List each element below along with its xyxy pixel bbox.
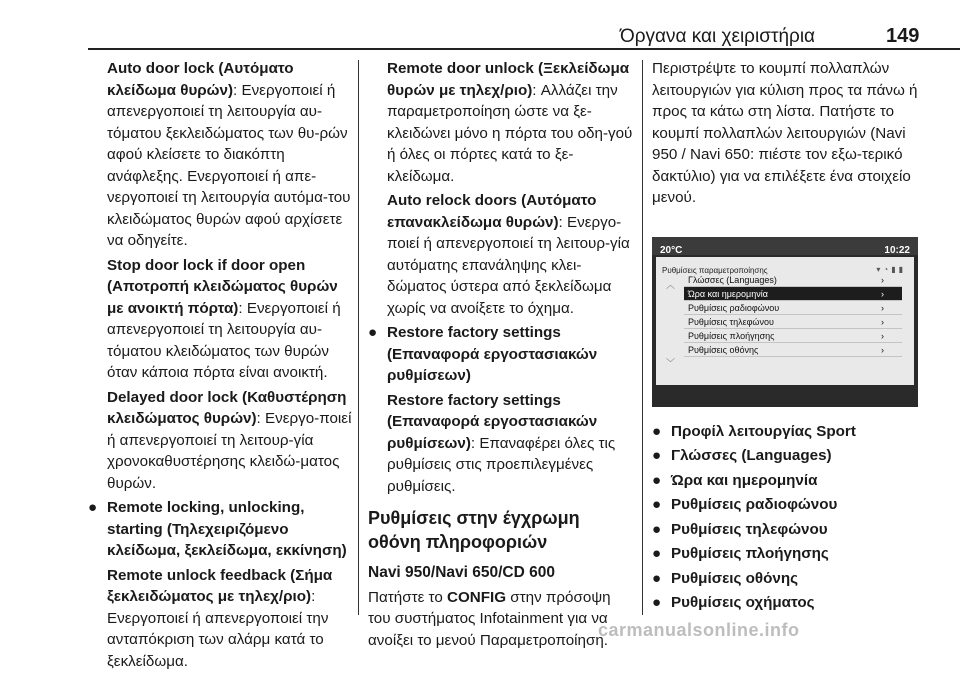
header-rule: [88, 48, 960, 50]
remote-door-unlock-paragraph: [368, 58, 636, 187]
scroll-down-icon: ﹀: [666, 357, 676, 368]
bullet-remote-locking-label: Remote locking, unlocking, starting (Τηλεχειριζόμενο κλείδωμα, ξεκλείδωμα, εκκίνηση): [107, 499, 347, 559]
infotainment-screen-image: [652, 237, 918, 407]
config-intro-paragraph: [368, 587, 636, 652]
list-item: [652, 519, 928, 541]
remote-door-unlock-desc: : Αλλάζει την παραμετροποίηση ώστε να ξε-κλειδώνει μόνο η πόρτα του οδη-γού ή όλες οι πόρτες κατά το ξε-κλείδωμα.: [387, 81, 633, 185]
list-item-label: Ώρα και ημερομηνία: [671, 471, 818, 489]
config-intro-text-end: στην πρόσοψη του συστήματος Infotainment για να ανοίξει το μενού Παραμετροποίηση.: [368, 588, 611, 649]
chevron-right-icon: ›: [881, 288, 884, 299]
column-right: [652, 58, 928, 617]
list-item-label: Ρυθμίσεις ραδιοφώνου: [671, 496, 838, 513]
list-item: [652, 543, 928, 565]
screen-status-icons: ▾◔▮▮: [876, 264, 906, 274]
bullet-dot: ●: [652, 520, 662, 538]
restore-factory-term: Restore factory settings (Επαναφορά εργοστασιακών ρυθμίσεων): [387, 391, 598, 452]
stop-door-lock-paragraph: [88, 255, 354, 384]
chevron-right-icon: ›: [881, 330, 884, 341]
bullet-restore-factory: [368, 322, 636, 387]
screen-temperature: 20°C: [660, 244, 683, 256]
list-item-label: Γλώσσες (Languages): [671, 447, 832, 464]
config-button-name: CONFIG: [447, 588, 507, 606]
screen-menu-item-selected: [684, 287, 902, 301]
screen-menu-item-label: Ώρα και ημερομηνία: [688, 288, 768, 299]
bullet-dot: ●: [652, 447, 662, 464]
bullet-remote-locking: [88, 497, 354, 562]
bullet-dot: ●: [652, 545, 662, 562]
list-item-label: Ρυθμίσεις πλοήγησης: [671, 545, 829, 562]
stop-door-lock-desc: : Ενεργοποιεί ή απενεργοποιεί τη λειτουργία αυ-τόματου κλειδώματος των θυρών όταν κάποια πόρτα είναι ανοικτή.: [107, 299, 341, 381]
auto-door-lock-desc: : Ενεργοποιεί ή απενεργοποιεί τη λειτουργία αυ-τόματου ξεκλειδώματος των θυ-ρών αφού κλείσετε το διακόπτη ανάφλεξης. Ενεργοποιεί ή απε-νεργοποιεί τη λειτουργία αυτόμα-του κλειδώματος θυρών αφού αρχίσετε να οδηγείτε.: [107, 81, 351, 249]
list-item: [652, 494, 928, 516]
bullet-dot: ●: [652, 594, 662, 611]
screen-bottom-bar: [652, 385, 918, 407]
delayed-door-lock-desc: : Ενεργο-ποιεί ή απενεργοποιεί τη λειτουρ-γία χρονοκαθυστέρησης κλειδώ-ματος θυρών.: [107, 410, 352, 492]
bullet-dot: ●: [368, 324, 378, 341]
auto-relock-term: Auto relock doors (Αυτόματο επανακλείδωμα θυρών): [387, 192, 597, 231]
chevron-right-icon: ›: [881, 302, 884, 313]
scroll-up-icon: ︿: [666, 279, 676, 290]
column-left: [88, 58, 354, 675]
column-middle: [368, 58, 636, 654]
config-intro-text: Πατήστε το: [368, 588, 448, 606]
restore-factory-desc: : Επαναφέρει όλες τις ρυθμίσεις στις προεπιλεγμένες ρυθμίσεις.: [387, 434, 616, 495]
column-divider: [642, 60, 643, 615]
screen-menu-item: [684, 343, 902, 357]
column-divider: [358, 60, 359, 615]
chevron-right-icon: ›: [881, 344, 884, 355]
screen-menu-area: [656, 257, 914, 385]
list-item: [652, 568, 928, 590]
bullet-dot: ●: [652, 569, 662, 587]
page-title: Όργανα και χειριστήρια: [620, 26, 816, 47]
screen-menu-item-label: Ρυθμίσεις πλοήγησης: [688, 330, 775, 341]
list-item: [652, 592, 928, 614]
remote-unlock-feedback-paragraph: [88, 565, 354, 673]
bullet-dot: ●: [652, 471, 662, 489]
auto-relock-paragraph: [368, 190, 636, 319]
screen-menu-item: [684, 273, 902, 287]
watermark: carmanualsonline.info: [598, 620, 800, 640]
page-number: 149: [886, 25, 920, 47]
list-item-label: Ρυθμίσεις τηλεφώνου: [671, 520, 828, 538]
stop-door-lock-term: Stop door lock if door open (Αποτροπή κλειδώματος θυρών με ανοικτή πόρτα): [107, 256, 338, 317]
list-item-label: Προφίλ λειτουργίας Sport: [671, 422, 856, 440]
screen-menu-item-label: Γλώσσες (Languages): [688, 274, 777, 285]
chevron-right-icon: ›: [881, 316, 884, 327]
screen-status-bar: [652, 237, 918, 255]
section-subheading: Navi 950/Navi 650/CD 600: [368, 564, 555, 581]
bullet-restore-factory-label: Restore factory settings (Επαναφορά εργοστασιακών ρυθμίσεων): [387, 324, 598, 384]
list-item: [652, 470, 928, 492]
screen-menu-item-label: Ρυθμίσεις οθόνης: [688, 344, 759, 355]
screen-menu-item-label: Ρυθμίσεις ραδιοφώνου: [688, 302, 780, 313]
list-item: [652, 445, 928, 467]
bullet-dot: ●: [88, 499, 98, 516]
list-item-label: Ρυθμίσεις οθόνης: [671, 569, 799, 587]
list-item-label: Ρυθμίσεις οχήματος: [671, 594, 815, 611]
chevron-right-icon: ›: [881, 274, 884, 285]
bullet-dot: ●: [652, 496, 662, 513]
screen-menu-item: [684, 329, 902, 343]
screen-clock: 10:22: [884, 244, 910, 256]
screen-menu-item-label: Ρυθμίσεις τηλεφώνου: [688, 316, 774, 327]
screen-menu-list: [684, 273, 902, 357]
remote-unlock-feedback-term: Remote unlock feedback (Σήμα ξεκλειδώματος με τηλεχ/ριο): [107, 566, 333, 605]
auto-relock-desc: : Ενεργο-ποιεί ή απενεργοποιεί τη λειτουρ-γία αυτόματης επανάληψης κλει-δώματος ύστερα από ξεκλείδωμα χωρίς να ανοίξετε το όχημα.: [387, 213, 630, 317]
remote-door-unlock-term: Remote door unlock (Ξεκλείδωμα θυρών με τηλεχ/ριο): [387, 60, 630, 99]
auto-door-lock-paragraph: [88, 58, 354, 252]
restore-factory-paragraph: [368, 390, 636, 498]
remote-unlock-feedback-desc: : Ενεργοποιεί ή απενεργοποιεί την ανταπόκριση των αλάρμ κατά το ξεκλείδωμα.: [107, 588, 329, 670]
screen-breadcrumb: Ρυθμίσεις παραμετροποίησης: [662, 265, 768, 275]
screen-menu-item: [684, 315, 902, 329]
delayed-door-lock-paragraph: [88, 387, 354, 495]
section-heading: Ρυθμίσεις στην έγχρωμη οθόνη πληροφοριών: [368, 508, 580, 552]
list-item: [652, 421, 928, 443]
screen-menu-item: [684, 301, 902, 315]
scroll-instructions-paragraph: Περιστρέψτε το κουμπί πολλαπλών λειτουργιών για κύλιση προς τα πάνω ή προς τα κάτω στη λίστα. Πατήστε το κουμπί πολλαπλών λειτουργιών (Navi 950 / Navi 650: πιέστε τον εξω-τερικό δακτύλιο) για να επιλέξετε ένα στοιχείο μενού.: [652, 60, 918, 206]
delayed-door-lock-term: Delayed door lock (Καθυστέρηση κλειδώματος θυρών): [107, 388, 347, 427]
auto-door-lock-term: Auto door lock (Αυτόματο κλείδωμα θυρών): [107, 60, 294, 99]
bullet-dot: ●: [652, 422, 662, 440]
